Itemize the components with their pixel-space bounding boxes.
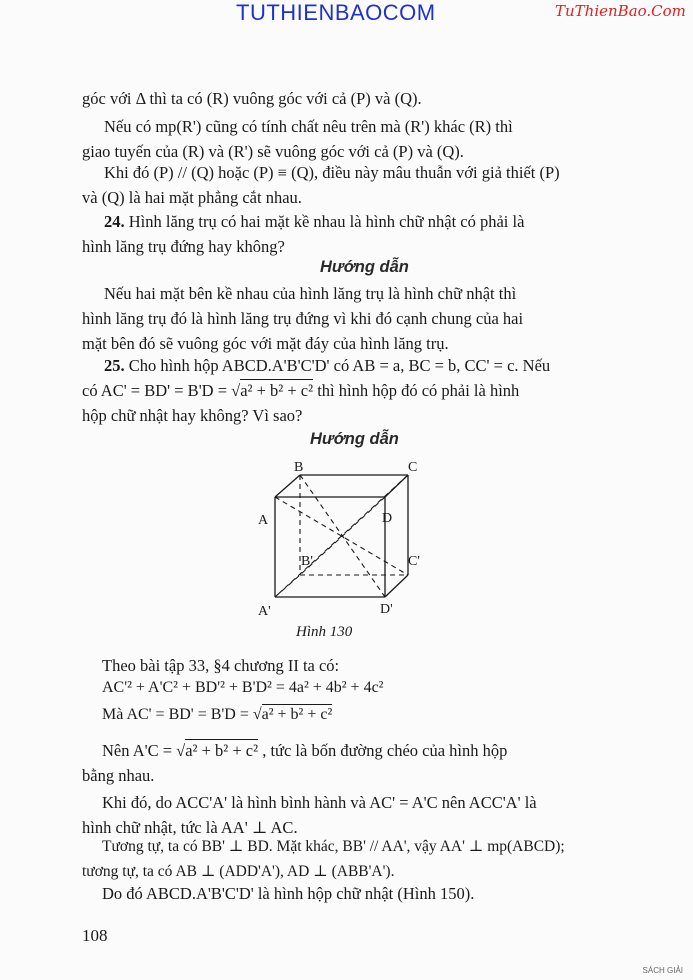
page-number: 108	[82, 926, 108, 945]
vertex-label-A: A	[258, 513, 269, 528]
vertex-label-C-prime: C'	[408, 554, 420, 569]
equation-1: AC'² + A'C² + BD'² + B'D² = 4a² + 4b² + 4c²	[102, 679, 384, 696]
figure-caption: Hình 130	[296, 624, 353, 640]
vertex-label-A-prime: A'	[258, 604, 271, 619]
solution-paragraph-3: Tương tự, ta có BB' ⊥ BD. Mặt khác, BB' // AA', vậy AA' ⊥ mp(ABCD); tương tự, ta có AB ⊥ (ADD'A'), AD ⊥ (ABB'A').	[82, 838, 565, 880]
site-title[interactable]: TUTHIENBAOCOM	[236, 0, 436, 25]
solution-paragraph-2: Khi đó, do ACC'A' là hình bình hành và AC' = A'C nên ACC'A' là hình chữ nhật, tức là AA' ⊥ AC.	[82, 793, 537, 837]
guide-heading-1: Hướng dẫn	[320, 258, 409, 276]
sqrt-expression: a² + b² + c²	[185, 741, 259, 760]
question-number: 24.	[104, 212, 125, 231]
equation-2: Mà AC' = BD' = B'D = √a² + b² + c²	[102, 706, 333, 723]
vertex-label-B-prime: B'	[301, 554, 313, 569]
vertex-label-D-prime: D'	[380, 602, 393, 617]
cuboid-figure	[250, 455, 440, 625]
sqrt-expression: a² + b² + c²	[261, 706, 333, 723]
solution-intro: Theo bài tập 33, §4 chương II ta có:	[102, 656, 340, 675]
question-25: 25. Cho hình hộp ABCD.A'B'C'D' có AB = a, BC = b, CC' = c. Nếu có AC' = BD' = B'D = √a² + b² + c² thì hình hộp đó có phải là hình hộp chữ nhật hay không? Vì sao?	[82, 356, 551, 425]
vertex-label-D: D	[382, 511, 393, 526]
solution-paragraph-4: Do đó ABCD.A'B'C'D' là hình hộp chữ nhật (Hình 150).	[102, 884, 475, 903]
paragraph-1: góc với Δ thì ta có (R) vuông góc với cả (P) và (Q).	[82, 89, 422, 108]
site-logo[interactable]: TuThienBao.Com	[555, 2, 686, 20]
guide-heading-2: Hướng dẫn	[310, 430, 399, 448]
solution-paragraph-1: Nên A'C = √a² + b² + c² , tức là bốn đường chéo của hình hộp bằng nhau.	[82, 741, 508, 785]
paragraph-3: Khi đó (P) // (Q) hoặc (P) ≡ (Q), điều này mâu thuẫn với giả thiết (P) và (Q) là hai mặt phẳng cắt nhau.	[82, 163, 560, 207]
paragraph-2: Nếu có mp(R') cũng có tính chất nêu trên mà (R') khác (R) thì giao tuyến của (R) và (R') sẽ vuông góc với cả (P) và (Q).	[82, 117, 513, 161]
answer-24: Nếu hai mặt bên kề nhau của hình lăng trụ là hình chữ nhật thì hình lăng trụ đó là hình lăng trụ đứng vì khi đó cạnh chung của hai mặt bên đó sẽ vuông góc với mặt đáy của hình lăng trụ.	[82, 284, 524, 353]
sqrt-expression: a² + b² + c²	[240, 381, 314, 400]
watermark: SÁCH GIẢI	[642, 966, 683, 975]
vertex-label-C: C	[408, 460, 418, 475]
question-number: 25.	[104, 356, 125, 375]
vertex-label-B: B	[294, 460, 304, 475]
question-24: 24. Hình lăng trụ có hai mặt kề nhau là hình chữ nhật có phải là hình lăng trụ đứng hay không?	[82, 212, 525, 256]
